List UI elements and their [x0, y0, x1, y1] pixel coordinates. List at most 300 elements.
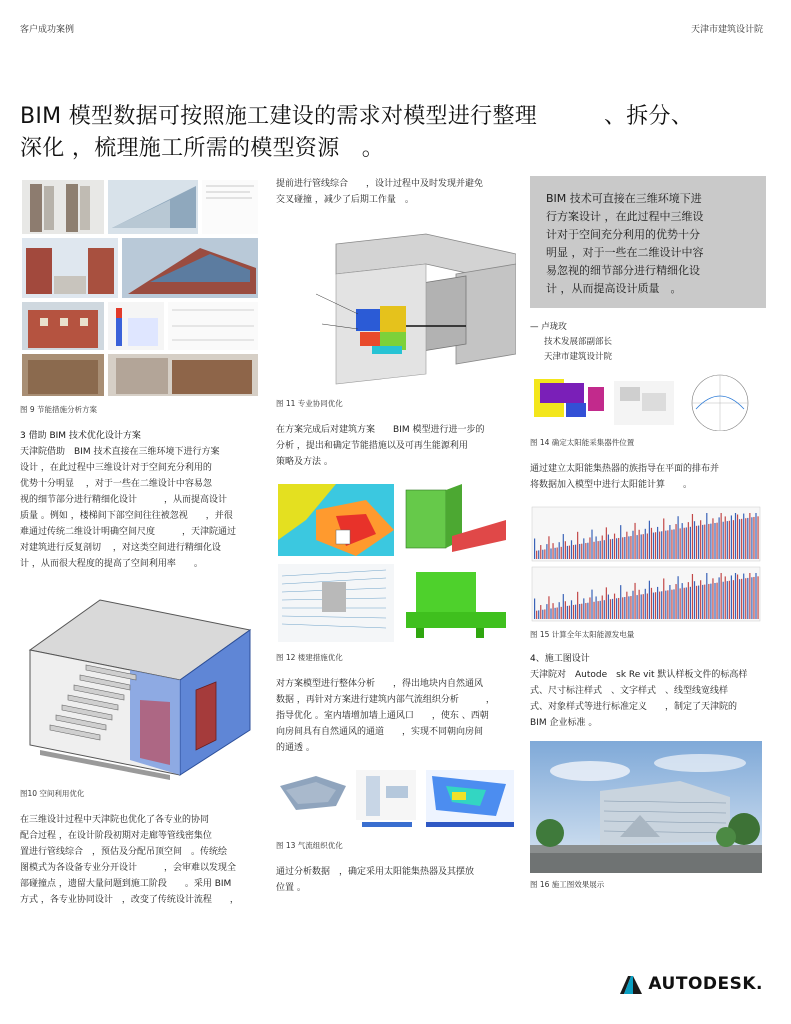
chart-bar	[624, 537, 625, 559]
text-line: 在三维设计过程中天津院也优化了各专业的协同	[20, 815, 210, 825]
chart-bar	[618, 538, 619, 559]
section-4-text	[530, 667, 770, 731]
chart-bar	[550, 548, 551, 559]
chart-bar	[755, 573, 756, 619]
chart-bar	[661, 531, 662, 559]
chart-bar	[723, 582, 724, 619]
text-line: 指导优化 。室内墙增加墙上通风口 ，使东 、西朝	[276, 711, 489, 721]
chart-bar	[573, 605, 574, 619]
chart-bar	[616, 538, 617, 559]
chart-bar	[593, 542, 594, 559]
figure-16-rendering	[530, 741, 762, 873]
chart-bar	[725, 576, 726, 619]
chart-bar	[710, 524, 711, 559]
chart-bar	[626, 532, 627, 559]
chart-bar	[721, 513, 722, 559]
chart-bar	[673, 589, 674, 619]
section-4	[530, 651, 770, 731]
solar-decision-text	[276, 864, 516, 896]
figure-15-image	[530, 503, 762, 623]
chart-bar	[733, 520, 734, 559]
chart-bar	[542, 610, 543, 619]
chart-bar	[657, 587, 658, 619]
chart-bar	[639, 530, 640, 559]
chart-bar	[659, 592, 660, 619]
figure-14-image	[530, 373, 762, 431]
text-line: 设计 ，在此过程中三维设计对于空间充分利用的	[20, 463, 212, 473]
figure-15-caption: 图 15 计算全年太阳能源发电量	[530, 630, 635, 639]
chart-bar	[678, 576, 679, 619]
chart-bar	[546, 544, 547, 559]
chart-bar	[655, 532, 656, 559]
chart-bar	[706, 513, 707, 559]
figure-9-collage	[20, 178, 260, 398]
chart-bar	[729, 521, 730, 559]
text-line: 在方案完成后对建筑方案 BIM 模型进行进一步的	[276, 425, 485, 435]
author-title: 技术发展部副部长	[544, 337, 613, 347]
quote-line: 行方案设计 ，在此过程中三维设	[546, 210, 704, 223]
chart-bar	[561, 547, 562, 559]
chart-bar	[579, 604, 580, 619]
column-1	[20, 178, 260, 908]
figure-12-simulations	[276, 480, 516, 644]
chart-bar	[591, 590, 592, 619]
chart-bar	[747, 578, 748, 619]
chart-bar	[673, 529, 674, 559]
chart-bar	[630, 536, 631, 559]
text-line: 方式 ，各专业协同设计 ，改变了传统设计流程 ，	[20, 895, 239, 905]
chart-bar	[684, 588, 685, 619]
chart-bar	[688, 582, 689, 619]
energy-analysis-text	[276, 422, 516, 470]
chart-bar	[614, 594, 615, 619]
chart-bar	[688, 522, 689, 559]
text-line: 对建筑进行反复剖切 ，对这类空间进行精细化设	[20, 543, 221, 553]
quote-line: 计 ，从而提高设计质量 。	[546, 282, 682, 295]
figure-13-image	[276, 766, 516, 832]
chart-bar	[534, 539, 535, 560]
chart-bar	[612, 539, 613, 559]
chart-bar	[630, 596, 631, 619]
chart-bar	[686, 587, 687, 619]
autodesk-logo-icon	[620, 974, 642, 994]
quote-line: 易忽视的细节部分进行精细化设	[546, 264, 700, 277]
chart-bar	[596, 596, 597, 619]
chart-bar	[745, 518, 746, 559]
text-line: 的通透 。	[276, 743, 315, 753]
text-line: 提前进行管线综合 ，设计过程中及时发现并避免	[276, 179, 484, 189]
chart-bar	[757, 516, 758, 559]
chart-bar	[643, 594, 644, 619]
quote-line: 计对于空间充分利用的优势十分	[546, 228, 700, 241]
figure-11-pipes	[276, 214, 516, 386]
figure-11-caption: 图 11 专业协同优化	[276, 399, 343, 408]
chart-bar	[573, 545, 574, 559]
chart-bar	[731, 575, 732, 619]
chart-bar	[555, 608, 556, 619]
figure-16-image	[530, 741, 762, 873]
chart-bar	[731, 515, 732, 559]
chart-bar	[610, 539, 611, 559]
chart-bar	[579, 544, 580, 559]
chart-bar	[536, 551, 537, 559]
chart-bar	[544, 549, 545, 559]
chart-bar	[569, 546, 570, 559]
figure-14-caption: 图 14 确定太阳能采集器件位置	[530, 438, 635, 447]
chart-bar	[669, 525, 670, 559]
chart-bar	[671, 590, 672, 619]
chart-bar	[696, 586, 697, 619]
chart-bar	[585, 603, 586, 619]
text-line: 优势十分明显 ，对于一些在二维设计中容易忽	[20, 479, 212, 489]
chart-bar	[700, 580, 701, 619]
chart-bar	[745, 578, 746, 619]
text-line: 对方案模型进行整体分析 ，得出地块内自然通风	[276, 679, 484, 689]
chart-bar	[616, 598, 617, 619]
chart-bar	[608, 595, 609, 619]
figure-15-energy-charts	[530, 503, 762, 623]
chart-bar	[540, 605, 541, 619]
chart-bar	[548, 536, 549, 559]
chart-bar	[600, 541, 601, 559]
chart-bar	[698, 526, 699, 559]
text-line: 向房间具有自然通风的通道 ，实现不同朝向房间	[276, 727, 484, 737]
text-line: BIM 企业标准 。	[530, 718, 598, 728]
chart-bar	[712, 578, 713, 619]
chart-bar	[555, 548, 556, 559]
ventilation-text	[276, 676, 516, 756]
figure-13-airflow	[276, 766, 516, 832]
chart-bar	[634, 583, 635, 619]
chart-bar	[692, 514, 693, 559]
chart-bar	[741, 519, 742, 559]
chart-bar	[751, 517, 752, 559]
text-line: 通过分析数据 ，确定采用太阳能集热器及其摆放	[276, 867, 475, 877]
section-3	[20, 428, 260, 572]
chart-bar	[538, 610, 539, 619]
chart-bar	[620, 525, 621, 559]
chart-bar	[653, 533, 654, 559]
chart-bar	[737, 515, 738, 560]
column-3	[530, 176, 770, 891]
autodesk-logo	[620, 974, 763, 994]
chart-bar	[624, 597, 625, 619]
figure-10-staircase	[20, 590, 260, 780]
text-line: 位置 。	[276, 883, 306, 893]
section-3-text	[20, 444, 260, 572]
chart-bar	[714, 523, 715, 559]
chart-bar	[667, 530, 668, 559]
header-left: 客户成功案例	[20, 25, 75, 35]
text-line: 天津院借助 BIM 技术直接在三维环境下进行方案	[20, 447, 220, 457]
text-line: 置进行管线综合 ，预估及分配吊顶空间 。传统绘	[20, 847, 228, 857]
text-line: 式、尺寸标注样式 、文字样式 、线型线宽线样	[530, 686, 729, 696]
pull-quote	[530, 176, 766, 308]
text-line: 质量 。例如 ，楼梯间下部空间往往被忽视 ，并很	[20, 511, 233, 521]
text-line: 通过建立太阳能集热器的族指导在平面的排布并	[530, 464, 720, 474]
chart-bar	[663, 578, 664, 619]
chart-bar	[604, 600, 605, 619]
chart-bar	[596, 536, 597, 559]
quote-text	[546, 190, 752, 298]
chart-bar	[655, 592, 656, 619]
chart-bar	[598, 601, 599, 619]
chart-bar	[753, 517, 754, 559]
chart-bar	[737, 575, 738, 620]
chart-bar	[639, 590, 640, 619]
chart-bar	[591, 530, 592, 559]
chart-bar	[632, 531, 633, 559]
coordination-text	[20, 812, 260, 908]
chart-bar	[719, 577, 720, 619]
chart-bar	[550, 608, 551, 619]
chart-bar	[675, 584, 676, 619]
chart-bar	[667, 590, 668, 619]
text-line: 将数据加入模型中进行太阳能计算 。	[530, 480, 693, 490]
chart-bar	[557, 548, 558, 560]
text-line: 分析 ，提出和确定节能措施以及可再生能源利用	[276, 441, 468, 451]
text-line: 难通过传统二维设计明确空间尺度 ，天津院通过	[20, 527, 237, 537]
column-2	[276, 176, 516, 896]
chart-bar	[721, 573, 722, 619]
chart-bar	[602, 536, 603, 560]
chart-bar	[706, 573, 707, 619]
chart-bar	[559, 542, 560, 559]
chart-bar	[552, 603, 553, 619]
chart-bar	[716, 583, 717, 619]
chart-bar	[680, 588, 681, 619]
quote-author	[530, 320, 770, 365]
chart-bar	[608, 535, 609, 559]
figure-12-caption: 图 12 楼建措施优化	[276, 653, 343, 662]
chart-bar	[581, 604, 582, 619]
chart-bar	[708, 584, 709, 619]
chart-bar	[757, 576, 758, 619]
chart-bar	[735, 513, 736, 559]
text-line: 数据 ，再针对方案进行建筑内部气流组织分析 ，	[276, 695, 495, 705]
chart-bar	[704, 525, 705, 559]
title-line-1: BIM 模型数据可按照施工建设的需求对模型进行整理 、拆分、	[20, 104, 694, 129]
figure-11-image	[276, 214, 516, 386]
title-line-2: 深化 ，梳理施工所需的模型资源 。	[20, 136, 385, 161]
text-line: 部碰撞点 ，遗留大量问题到施工阶段 。采用 BIM	[20, 879, 232, 889]
chart-bar	[567, 546, 568, 559]
chart-bar	[743, 574, 744, 619]
chart-bar	[637, 595, 638, 619]
chart-bar	[682, 583, 683, 619]
chart-bar	[680, 528, 681, 559]
text-line: 图模式为各设备专业分开设计 ，会审难以发现全	[20, 863, 237, 873]
chart-bar	[669, 585, 670, 619]
chart-bar	[587, 543, 588, 559]
chart-bar	[563, 534, 564, 559]
chart-bar	[657, 527, 658, 559]
chart-bar	[702, 585, 703, 619]
chart-bar	[704, 585, 705, 619]
chart-bar	[753, 577, 754, 619]
section-3-heading: 3 借助 BIM 技术优化设计方案	[20, 431, 141, 441]
chart-bar	[659, 532, 660, 559]
figure-10-image	[20, 590, 260, 780]
chart-bar	[544, 609, 545, 619]
chart-bar	[647, 534, 648, 560]
author-org: 天津市建筑设计院	[544, 352, 613, 362]
chart-bar	[645, 589, 646, 619]
chart-bar	[575, 545, 576, 559]
page-title	[20, 101, 780, 165]
chart-bar	[698, 586, 699, 619]
chart-bar	[583, 538, 584, 559]
chart-bar	[661, 591, 662, 619]
chart-bar	[614, 534, 615, 559]
chart-bar	[571, 540, 572, 559]
chart-bar	[686, 527, 687, 559]
chart-bar	[643, 534, 644, 559]
chart-bar	[749, 573, 750, 619]
chart-bar	[589, 537, 590, 559]
chart-bar	[606, 527, 607, 559]
chart-bar	[733, 580, 734, 619]
text-line: 视的细节部分进行精细化设计 ，从而提高设计	[20, 495, 228, 505]
author-name: — 卢珑玫	[530, 322, 567, 332]
chart-bar	[739, 579, 740, 619]
chart-bar	[565, 601, 566, 619]
chart-bar	[542, 550, 543, 559]
chart-bar	[628, 536, 629, 559]
solar-calc-text	[530, 461, 770, 493]
quote-line: BIM 技术可直接在三维环境下进	[546, 192, 702, 205]
chart-bar	[600, 601, 601, 619]
chart-bar	[569, 606, 570, 619]
chart-bar	[612, 599, 613, 619]
chart-bar	[647, 594, 648, 620]
chart-bar	[682, 523, 683, 559]
figure-16-caption: 图 16 施工图效果展示	[530, 880, 605, 889]
chart-bar	[534, 599, 535, 620]
figure-10-caption: 图10 空间利用优化	[20, 789, 85, 798]
chart-bar	[618, 598, 619, 619]
chart-bar	[690, 587, 691, 619]
chart-bar	[598, 541, 599, 559]
chart-bar	[546, 604, 547, 619]
chart-bar	[749, 513, 750, 559]
chart-bar	[663, 518, 664, 559]
chart-bar	[587, 603, 588, 619]
chart-bar	[628, 596, 629, 619]
chart-bar	[743, 514, 744, 559]
figure-9-image	[20, 178, 260, 398]
chart-bar	[735, 573, 736, 619]
chart-bar	[727, 581, 728, 619]
quote-line: 明显 ，对于一些在二维设计中容	[546, 246, 704, 259]
chart-bar	[536, 611, 537, 619]
section-4-heading: 4、施工图设计	[530, 654, 590, 664]
chart-bar	[538, 550, 539, 559]
chart-bar	[634, 523, 635, 559]
chart-bar	[577, 532, 578, 559]
chart-bar	[751, 577, 752, 619]
chart-bar	[719, 517, 720, 559]
chart-bar	[563, 594, 564, 619]
autodesk-logo-text: AUTODESK.	[648, 974, 763, 994]
chart-bar	[622, 597, 623, 619]
chart-bar	[583, 598, 584, 619]
chart-bar	[641, 534, 642, 559]
chart-bar	[755, 513, 756, 559]
chart-bar	[747, 518, 748, 559]
chart-bar	[649, 521, 650, 559]
chart-bar	[557, 608, 558, 620]
chart-bar	[559, 602, 560, 619]
chart-bar	[610, 599, 611, 619]
text-line: 天津院对 Autode sk Re vit 默认样板文件的标高样	[530, 670, 748, 680]
chart-bar	[649, 581, 650, 619]
chart-bar	[694, 521, 695, 559]
chart-bar	[710, 584, 711, 619]
chart-bar	[729, 581, 730, 619]
chart-bar	[620, 585, 621, 619]
chart-bar	[575, 605, 576, 619]
figure-9-caption: 图 9 节能措施分析方案	[20, 405, 98, 414]
chart-bar	[585, 543, 586, 559]
chart-bar	[651, 588, 652, 619]
figure-12-image	[276, 480, 516, 644]
chart-bar	[702, 525, 703, 559]
chart-bar	[604, 540, 605, 559]
chart-bar	[651, 528, 652, 559]
chart-bar	[581, 544, 582, 559]
chart-bar	[571, 600, 572, 619]
chart-bar	[641, 594, 642, 619]
chart-bar	[548, 596, 549, 619]
chart-bar	[602, 596, 603, 620]
chart-bar	[626, 592, 627, 619]
chart-bar	[665, 531, 666, 559]
chart-bar	[653, 593, 654, 619]
chart-bar	[723, 522, 724, 559]
chart-bar	[622, 537, 623, 559]
chart-bar	[540, 545, 541, 559]
chart-bar	[606, 587, 607, 619]
text-line: 交叉碰撞 ，减少了后期工作量 。	[276, 195, 414, 205]
chart-bar	[684, 528, 685, 559]
chart-bar	[632, 591, 633, 619]
chart-bar	[589, 597, 590, 619]
intro-text	[276, 176, 516, 208]
chart-bar	[714, 583, 715, 619]
chart-bar	[577, 592, 578, 619]
chart-bar	[727, 521, 728, 559]
chart-bar	[700, 520, 701, 559]
chart-bar	[567, 606, 568, 619]
chart-bar	[665, 591, 666, 619]
chart-bar	[671, 530, 672, 559]
text-line: 计 ，从而很大程度的提高了空间利用率 。	[20, 559, 203, 569]
chart-bar	[692, 574, 693, 619]
text-line: 式、对象样式等进行标准定义 ，制定了天津院的	[530, 702, 738, 712]
figure-13-caption: 图 13 气流组织优化	[276, 841, 343, 850]
figure-14-solar-layout	[530, 373, 762, 431]
chart-bar	[565, 541, 566, 559]
chart-bar	[637, 535, 638, 559]
chart-bar	[716, 523, 717, 559]
text-line: 配合过程 ，在设计阶段初期对走廊等管线密集位	[20, 831, 212, 841]
chart-bar	[561, 607, 562, 619]
chart-bar	[741, 579, 742, 619]
chart-bar	[725, 516, 726, 559]
header-right: 天津市建筑设计院	[690, 25, 763, 35]
chart-bar	[645, 529, 646, 559]
